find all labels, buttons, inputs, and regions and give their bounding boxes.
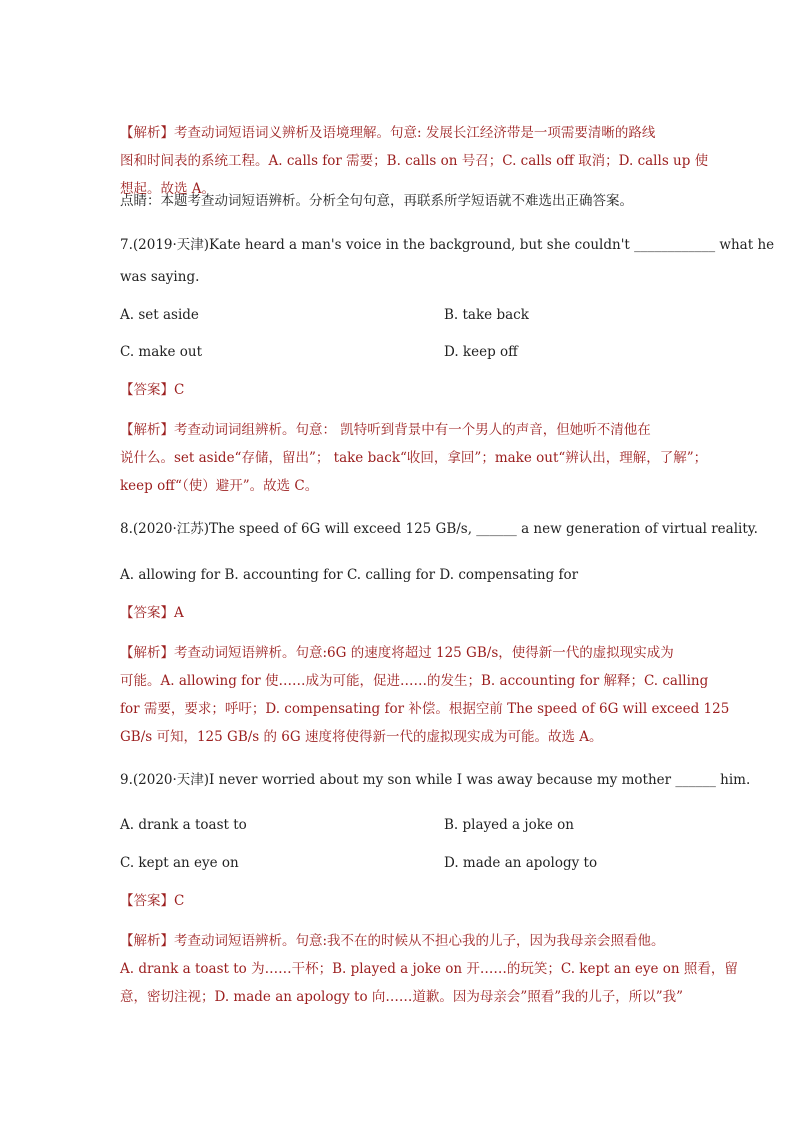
analysis-line: 想起。故选 A。 bbox=[120, 181, 216, 197]
analysis-line: 【解析】考查动词短语词义辨析及语境理解。句意: 发展长江经济带是一项需要清晰的路线 bbox=[120, 125, 656, 141]
question-9: 9.(2020·天津)I never worried about my son while I was away because my mother ______ him. bbox=[120, 772, 751, 788]
option-b: B. played a joke on bbox=[444, 817, 574, 833]
analysis-line: 【解析】考查动词短语辨析。句意:6G 的速度将超过 125 GB/s，使得新一代的虚拟现实成为 bbox=[120, 645, 674, 661]
option-a: A. set aside bbox=[120, 307, 199, 323]
option-a: A. drank a toast to bbox=[120, 817, 247, 833]
analysis-line: for 需要，要求；呼吁；D. compensating for 补偿。根据空前 The speed of 6G will exceed 125 bbox=[120, 701, 730, 717]
analysis-line: 意，密切注视；D. made an apology to 向……道歉。因为母亲会”照看”我的儿子，所以”我” bbox=[120, 989, 684, 1005]
analysis-line: 【解析】考查动词短语辨析。句意:我不在的时候从不担心我的儿子，因为我母亲会照看他。 bbox=[120, 933, 665, 949]
analysis-line: 说什么。set aside“存储，留出”； take back“收回，拿回”；make out“辨认出，理解，了解”； bbox=[120, 450, 708, 466]
option-c: C. kept an eye on bbox=[120, 855, 239, 871]
option-c: C. make out bbox=[120, 344, 202, 360]
analysis-line: 可能。A. allowing for 使……成为可能，促进……的发生；B. accounting for 解释；C. calling bbox=[120, 673, 709, 689]
option-b: B. take back bbox=[444, 307, 529, 323]
question-7-cont: was saying. bbox=[120, 269, 200, 285]
analysis-line: GB/s 可知，125 GB/s 的 6G 速度将使得新一代的虚拟现实成为可能。故选 A。 bbox=[120, 729, 603, 745]
question-8-options: A. allowing for B. accounting for C. calling for D. compensating for bbox=[120, 567, 579, 583]
option-d: D. made an apology to bbox=[444, 855, 598, 871]
analysis-line: 图和时间表的系统工程。A. calls for 需要；B. calls on 号召；C. calls off 取消；D. calls up 使 bbox=[120, 153, 709, 169]
answer: 【答案】A bbox=[120, 605, 184, 621]
question-7: 7.(2019·天津)Kate heard a man's voice in the background, but she couldn't ____________ what he bbox=[120, 237, 775, 253]
tip-line: 点睛：本题考查动词短语辨析。分析全句句意，再联系所学短语就不难选出正确答案。 bbox=[120, 193, 633, 209]
question-8: 8.(2020·江苏)The speed of 6G will exceed 125 GB/s, ______ a new generation of virtual reality. bbox=[120, 521, 758, 537]
answer: 【答案】C bbox=[120, 893, 185, 909]
option-d: D. keep off bbox=[444, 344, 518, 360]
analysis-line: A. drank a toast to 为……干杯；B. played a joke on 开……的玩笑；C. kept an eye on 照看，留 bbox=[120, 961, 738, 977]
analysis-line: 【解析】考查动词词组辨析。句意： 凯特听到背景中有一个男人的声音，但她听不清他在 bbox=[120, 422, 651, 438]
answer: 【答案】C bbox=[120, 382, 185, 398]
analysis-line: keep off“（使）避开”。故选 C。 bbox=[120, 478, 319, 494]
